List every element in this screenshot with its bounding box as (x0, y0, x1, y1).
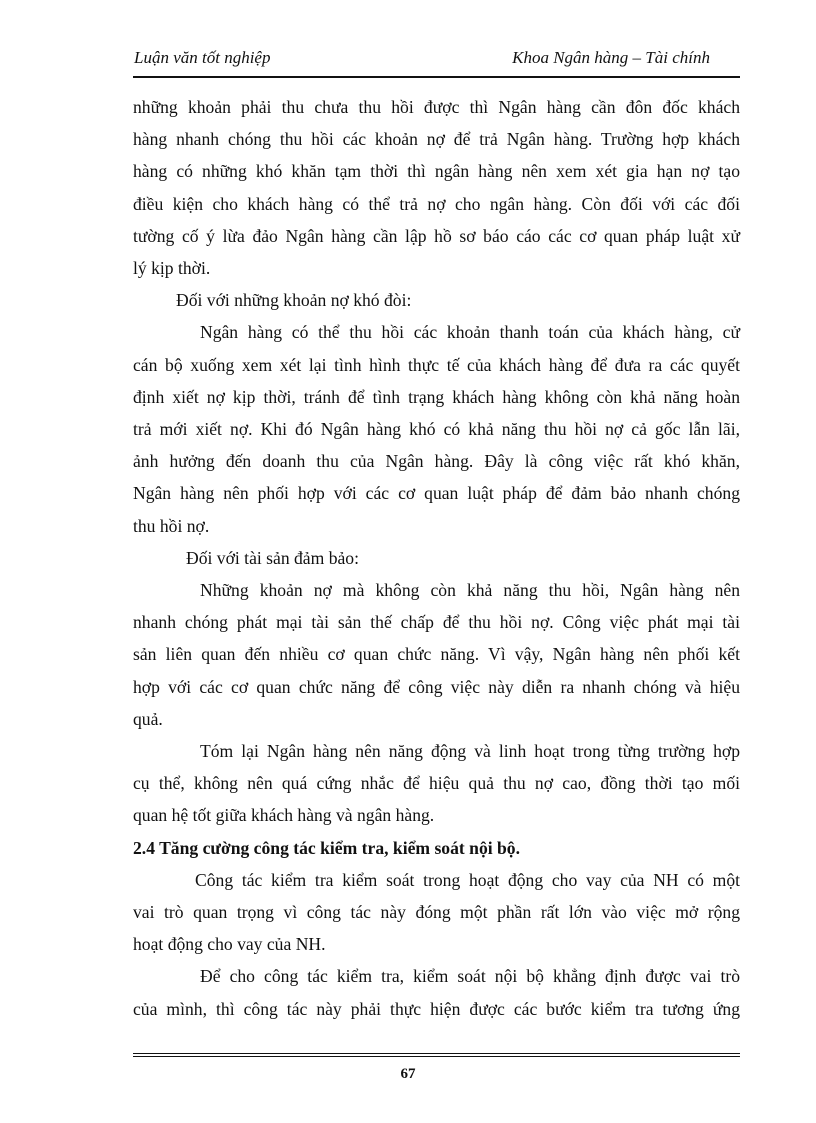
header-divider (133, 76, 740, 78)
text-line: cụ thể, không nên quá cứng nhắc để hiệu quả thu nợ cao, đồng thời tạo mối (133, 773, 740, 794)
text-line: quả. (133, 708, 163, 729)
text-line: lý kịp thời. (133, 258, 211, 278)
text-line: vai trò quan trọng vì công tác này đóng một phần rất lớn vào việc mở rộng (133, 902, 740, 922)
text-line: trả mới xiết nợ. Khi đó Ngân hàng khó có khả năng thu hồi nợ cả gốc lẫn lãi, (133, 419, 740, 439)
text-line: của mình, thì công tác này phải thực hiện được các bước kiểm tra tương ứng (133, 998, 740, 1019)
text-line: cán bộ xuống xem xét lại tình hình thực tế của khách hàng để đưa ra các quyết (133, 354, 740, 375)
section-heading: 2.4 Tăng cường công tác kiểm tra, kiểm soát nội bộ. (133, 837, 521, 858)
text-line: Công tác kiểm tra kiểm soát trong hoạt động cho vay của NH có một (195, 869, 740, 890)
header-right-title: Khoa Ngân hàng – Tài chính (512, 48, 710, 67)
text-line: quan hệ tốt giữa khách hàng và ngân hàng. (133, 805, 435, 826)
text-line: Đối với những khoản nợ khó đòi: (176, 290, 412, 311)
text-line: ảnh hưởng đến doanh thu của Ngân hàng. Đây là công việc rất khó khăn, (133, 451, 740, 472)
text-line: Những khoản nợ mà không còn khả năng thu hồi, Ngân hàng nên (200, 580, 740, 600)
text-line: hợp với các cơ quan chức năng để công việc này diễn ra nhanh chóng và hiệu (133, 676, 740, 697)
text-line: Ngân hàng có thể thu hồi các khoản thanh toán của khách hàng, cử (200, 322, 740, 343)
text-line: Để cho công tác kiểm tra, kiểm soát nội bộ khẳng định được vai trò (200, 966, 740, 987)
text-line: những khoản phải thu chưa thu hồi được thì Ngân hàng cần đôn đốc khách (133, 97, 740, 117)
text-line: sản liên quan đến nhiều cơ quan chức năng. Vì vậy, Ngân hàng nên phối kết (133, 644, 740, 665)
text-line: định xiết nợ kịp thời, tránh để tình trạng khách hàng không còn khả năng hoàn (133, 386, 740, 407)
text-line: Đối với tài sản đảm bảo: (186, 547, 359, 568)
text-line: tường cố ý lừa đảo Ngân hàng cần lập hồ sơ báo cáo các cơ quan pháp luật xử (133, 225, 740, 246)
text-line: hàng nhanh chóng thu hồi các khoản nợ để trả Ngân hàng. Trường hợp khách (133, 129, 740, 150)
text-line: thu hồi nợ. (133, 515, 210, 536)
text-line: Tóm lại Ngân hàng nên năng động và linh hoạt trong từng trường hợp (200, 741, 740, 761)
footer-divider (133, 1053, 740, 1057)
header-left-title: Luận văn tốt nghiệp (134, 48, 271, 67)
text-line: nhanh chóng phát mại tài sản thế chấp để thu hồi nợ. Công việc phát mại tài (133, 612, 740, 633)
text-line: hàng có những khó khăn tạm thời thì ngân hàng nên xem xét gia hạn nợ tạo (133, 161, 740, 182)
text-line: điều kiện cho khách hàng có thể trả nợ cho ngân hàng. Còn đối với các đối (133, 193, 740, 214)
text-line: hoạt động cho vay của NH. (133, 934, 326, 955)
page-number: 67 (400, 1066, 416, 1082)
text-line: Ngân hàng nên phối hợp với các cơ quan luật pháp để đảm bảo nhanh chóng (133, 483, 740, 504)
